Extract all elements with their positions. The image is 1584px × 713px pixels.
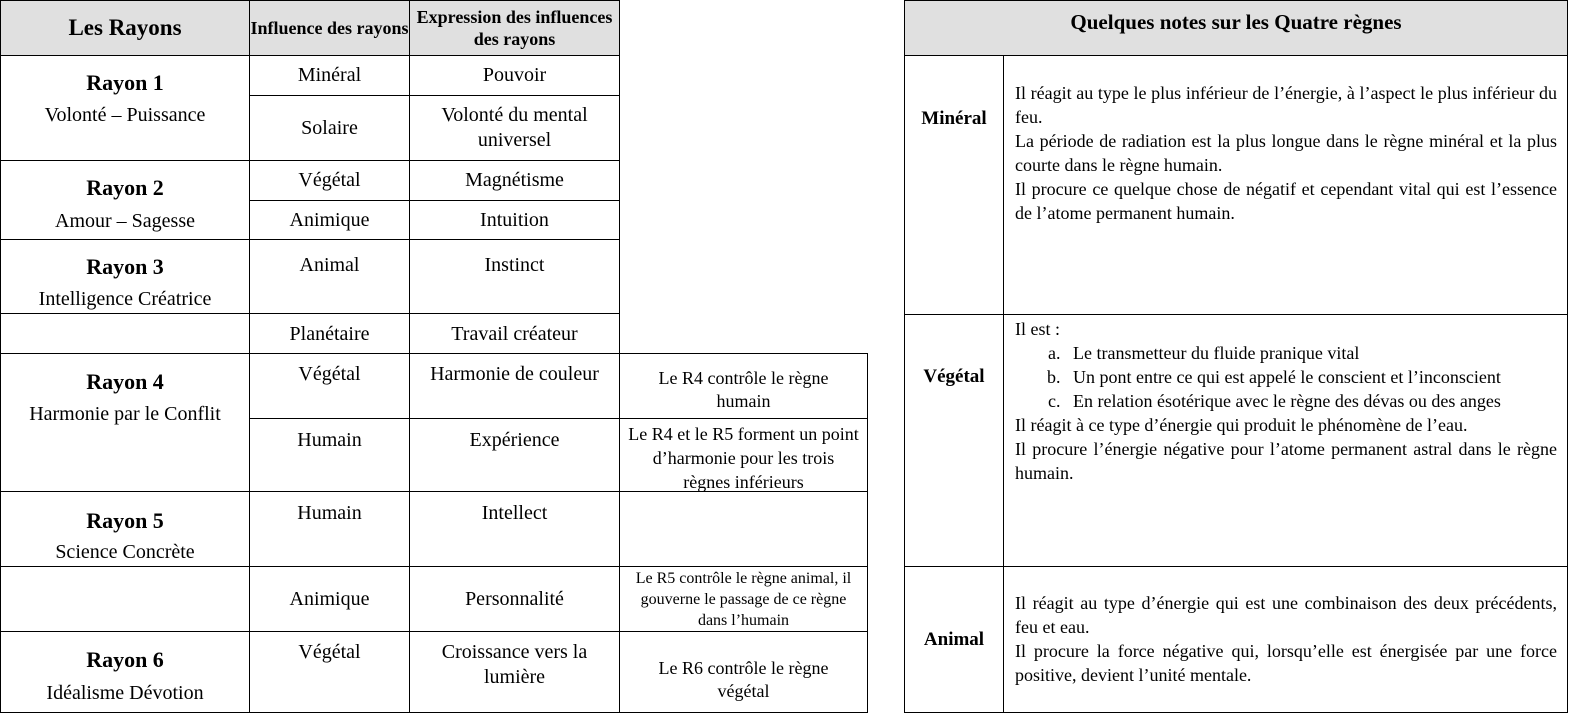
- kingdom-note: Il procure ce quelque chose de négatif et cependant vital qui est l’essence de l’atome permanent humain.: [1015, 179, 1557, 223]
- ray-name: Rayon 5: [86, 508, 164, 533]
- ray-cell-4: [0, 353, 250, 492]
- expression-cell: [409, 313, 620, 354]
- ray-cell-2: [0, 160, 250, 240]
- influence-cell: [249, 566, 410, 632]
- kingdom-notes-cell: [1003, 55, 1568, 315]
- influence-text: Animal: [299, 254, 360, 276]
- list-item: c. En relation ésotérique avec le règne des dévas ou des anges: [1065, 389, 1557, 413]
- influence-cell: [249, 55, 410, 96]
- expression-cell: [409, 631, 620, 713]
- expression-cell: [409, 353, 620, 419]
- expression-cell: [409, 55, 620, 96]
- kingdom-label: Végétal: [923, 366, 985, 387]
- kingdom-note-intro: Il est :: [1015, 319, 1060, 339]
- kingdom-label-cell: [904, 566, 1004, 713]
- ray-subtitle: Volonté – Puissance: [44, 104, 206, 126]
- influence-cell: [249, 313, 410, 354]
- influence-cell: [249, 353, 410, 419]
- ray-subtitle: Intelligence Créatrice: [38, 288, 212, 310]
- influence-text: Végétal: [298, 641, 361, 663]
- expression-text: Instinct: [484, 254, 545, 276]
- note-text: Le R5 contrôle le règne animal, il gouverne le passage de ce règne dans l’humain: [635, 570, 852, 629]
- kingdom-notes-cell: [1003, 314, 1568, 567]
- ray-cell-6: [0, 631, 250, 713]
- expression-text: Harmonie de couleur: [430, 363, 599, 385]
- kingdoms-title: [904, 0, 1568, 56]
- influence-cell: [249, 160, 410, 201]
- influence-text: Humain: [297, 429, 362, 451]
- expression-cell: [409, 200, 620, 240]
- ray-subtitle: Amour – Sagesse: [55, 210, 195, 232]
- kingdom-note: Il procure l’énergie négative pour l’atome permanent astral dans le règne humain.: [1015, 439, 1557, 483]
- expression-cell: [409, 95, 620, 161]
- expression-cell: [409, 491, 620, 567]
- ray-subtitle: Science Concrète: [55, 541, 195, 563]
- header-expression: [409, 0, 620, 56]
- ray-cell-1: [0, 55, 250, 161]
- influence-text: Minéral: [297, 64, 362, 86]
- influence-text: Végétal: [298, 169, 361, 191]
- expression-text: Croissance vers la lumière: [441, 641, 588, 688]
- expression-cell: [409, 239, 620, 314]
- header-influence: [249, 0, 410, 56]
- influence-cell: [249, 631, 410, 713]
- header-influence-label: Influence des rayons: [250, 18, 409, 38]
- influence-cell: [249, 239, 410, 314]
- ray-cell-3: [0, 239, 250, 314]
- expression-text: Expérience: [469, 429, 560, 451]
- influence-text: Végétal: [298, 363, 361, 385]
- header-expression-label: Expression des influences des rayons: [416, 7, 613, 49]
- note-cell: [619, 353, 868, 419]
- ray-name: Rayon 2: [86, 175, 164, 200]
- note-cell-empty: [619, 491, 868, 567]
- kingdom-note: La période de radiation est la plus longue dans le règne minéral et la plus courte dans le règne humain.: [1015, 131, 1557, 175]
- influence-text: Humain: [297, 502, 362, 524]
- ray-subtitle: Harmonie par le Conflit: [29, 403, 221, 425]
- kingdom-note: Il réagit à ce type d’énergie qui produit le phénomène de l’eau.: [1015, 415, 1468, 435]
- kingdom-notes-cell: [1003, 566, 1568, 713]
- list-item: b. Un pont entre ce qui est appelé le conscient et l’inconscient: [1065, 365, 1557, 389]
- expression-text: Pouvoir: [482, 64, 547, 86]
- header-rays: [0, 0, 250, 56]
- ray-cell-empty: [0, 313, 250, 354]
- influence-text: Animique: [289, 209, 370, 231]
- expression-text: Personnalité: [465, 587, 564, 610]
- ray-subtitle: Idéalisme Dévotion: [46, 682, 204, 704]
- note-cell: [619, 631, 868, 713]
- expression-text: Intuition: [480, 209, 549, 231]
- influence-cell: [249, 200, 410, 240]
- kingdom-note: Il réagit au type d’énergie qui est une combinaison des deux précédents, feu et eau.: [1015, 593, 1557, 637]
- influence-cell: [249, 95, 410, 161]
- influence-text: Solaire: [301, 116, 358, 139]
- ray-name: Rayon 1: [86, 70, 164, 95]
- kingdom-label: Animal: [923, 628, 985, 650]
- note-text: Le R4 contrôle le règne humain: [658, 368, 829, 411]
- expression-cell: [409, 160, 620, 201]
- header-rays-label: Les Rayons: [68, 15, 182, 40]
- influence-cell: [249, 418, 410, 492]
- kingdom-note: Il procure la force négative qui, lorsqu’elle est énergisée par une force positive, devient l’unité mentale.: [1015, 641, 1557, 685]
- expression-cell: [409, 566, 620, 632]
- note-text: Le R4 et le R5 forment un point d’harmonie pour les trois règnes inférieurs: [628, 424, 859, 492]
- kingdom-note-list: [1015, 341, 1557, 413]
- note-text: Le R6 contrôle le règne végétal: [658, 658, 829, 701]
- expression-text: Travail créateur: [451, 323, 578, 345]
- influence-cell: [249, 491, 410, 567]
- ray-name: Rayon 6: [86, 647, 164, 672]
- ray-name: Rayon 3: [86, 254, 164, 279]
- note-cell: [619, 566, 868, 632]
- ray-name: Rayon 4: [86, 369, 164, 394]
- kingdom-label-cell: [904, 314, 1004, 567]
- expression-text: Volonté du mental universel: [441, 104, 588, 151]
- kingdoms-title-text: Quelques notes sur les Quatre règnes: [1070, 10, 1402, 34]
- ray-cell-empty: [0, 566, 250, 632]
- expression-cell: [409, 418, 620, 492]
- kingdom-label-cell: [904, 55, 1004, 315]
- influence-text: Animique: [289, 587, 370, 610]
- kingdom-note: Il réagit au type le plus inférieur de l’énergie, à l’aspect le plus inférieur du feu.: [1015, 83, 1557, 127]
- note-cell: [619, 418, 868, 492]
- expression-text: Intellect: [481, 502, 548, 524]
- kingdom-label: Minéral: [921, 108, 987, 129]
- influence-text: Planétaire: [289, 323, 370, 345]
- expression-text: Magnétisme: [465, 169, 564, 191]
- ray-cell-5: [0, 491, 250, 567]
- list-item: a. Le transmetteur du fluide pranique vital: [1065, 341, 1557, 365]
